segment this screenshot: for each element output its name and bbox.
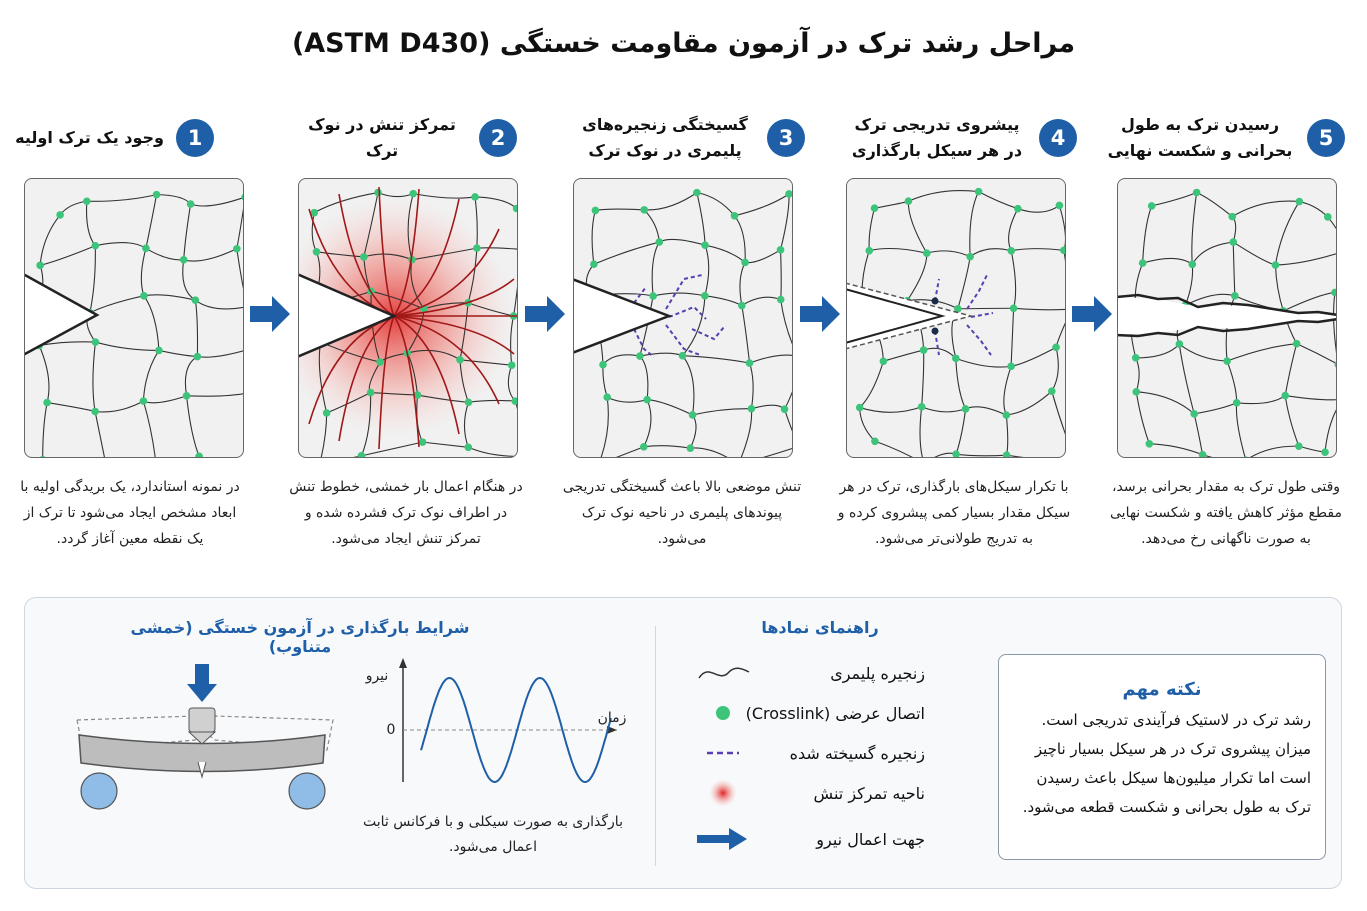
polymer-chain-icon (693, 658, 753, 688)
page-title: مراحل رشد ترک در آزمون مقاومت خستگی (ASTM D430) (291, 28, 1076, 59)
broken-chain-icon (693, 738, 753, 768)
step-5-header (1105, 108, 1345, 168)
legend-item-crosslink (685, 698, 985, 728)
broken-chains (574, 179, 792, 457)
important-note (998, 654, 1326, 860)
step-2-description: در هنگام اعمال بار خمشی، خطوط تنش در اطراف نوک ترک فشرده شده و تمرکز تنش ایجاد می‌شود. (289, 479, 523, 547)
legend-label: زنجیره گسیخته شده (789, 743, 925, 763)
step-3-description: تنش موضعی بالا باعث گسیختگی تدریجی پیوندهای پلیمری در ناحیه نوک ترک می‌شود. (562, 479, 802, 547)
loading-caption: بارگذاری به صورت سیکلی و با فرکانس ثابت اعمال می‌شود. (363, 814, 623, 855)
legend-item-broken-chain (685, 738, 985, 768)
force-arrow-icon (693, 824, 753, 854)
note-title: نکته مهم (1122, 679, 1202, 700)
legend-label: اتصال عرضی (Crosslink) (745, 703, 925, 723)
step-arrow-icon (525, 296, 565, 332)
step-2-badge: 2 (479, 119, 517, 157)
step-2-header (297, 108, 517, 168)
step-1-panel (24, 178, 244, 458)
loading-title: شرایط بارگذاری در آزمون خستگی (خمشی متناوب) (130, 618, 470, 656)
advancing-crack (847, 179, 1065, 457)
step-4-badge: 4 (1039, 119, 1077, 157)
time-axis-label: زمان (597, 710, 627, 726)
force-axis-label: نیرو (365, 668, 389, 684)
step-3-title: گسیختگی زنجیره‌های پلیمری در نوک ترک (582, 115, 748, 160)
step-arrow-icon (800, 296, 840, 332)
section-divider (655, 626, 656, 866)
step-1-badge: 1 (176, 119, 214, 157)
stress-zone-icon (693, 778, 753, 808)
initial-notch (25, 179, 243, 457)
legend-item-force-direction (685, 824, 985, 854)
step-3-badge: 3 (767, 119, 805, 157)
final-fracture (1118, 179, 1336, 457)
step-3-panel (573, 178, 793, 458)
step-1-description: در نمونه استاندارد، یک بریدگی اولیه با ابعاد مشخص ایجاد می‌شود تا ترک از یک نقطه معین آغاز گردد. (20, 479, 240, 547)
bending-beam-diagram (65, 660, 335, 820)
crosslink-dot-icon (693, 698, 753, 728)
step-2-title: تمرکز تنش در نوک ترک (308, 115, 456, 160)
step-4-header (837, 108, 1077, 168)
notch (299, 179, 517, 457)
zero-label: 0 (386, 722, 396, 738)
step-4-panel (846, 178, 1066, 458)
step-arrow-icon (250, 296, 290, 332)
step-5-badge: 5 (1307, 119, 1345, 157)
step-1-title: وجود یک ترک اولیه (15, 128, 164, 147)
step-4-description: با تکرار سیکل‌های بارگذاری، ترک در هر سیکل مقدار بسیار کمی پیشروی کرده و به تدریج طولانی‌تر می‌شود. (837, 479, 1071, 547)
step-3-header (565, 108, 805, 168)
legend-item-stress-zone (685, 778, 985, 808)
step-5-description: وقتی طول ترک به مقدار بحرانی برسد، مقطع مؤثر کاهش یافته و شکست نهایی به صورت ناگهانی رخ می‌دهد. (1110, 479, 1342, 547)
step-1-header (14, 108, 214, 168)
force-arrow-icon (187, 664, 217, 702)
step-5-panel (1117, 178, 1337, 458)
legend-label: ناحیه تمرکز تنش (813, 783, 925, 803)
note-body: رشد ترک در لاستیک فرآیندی تدریجی است. میزان پیشروی ترک در هر سیکل بسیار ناچیز است اما تکرار میلیون‌ها سیکل باعث رسیدن ترک به طول بحرانی و شکست قطعه می‌شود. (1022, 711, 1311, 816)
step-arrow-icon (1072, 296, 1112, 332)
step-5-title: رسیدن ترک به طول بحرانی و شکست نهایی (1107, 115, 1293, 160)
step-4-title: پیشروی تدریجی ترک در هر سیکل بارگذاری (851, 115, 1023, 160)
legend-label: جهت اعمال نیرو (816, 829, 925, 849)
step-2-panel (298, 178, 518, 458)
legend-label: زنجیره پلیمری (830, 663, 925, 683)
legend-item-polymer-chain (685, 658, 985, 688)
legend-title: راهنمای نمادها (761, 618, 879, 637)
bottom-info-box (24, 597, 1342, 889)
